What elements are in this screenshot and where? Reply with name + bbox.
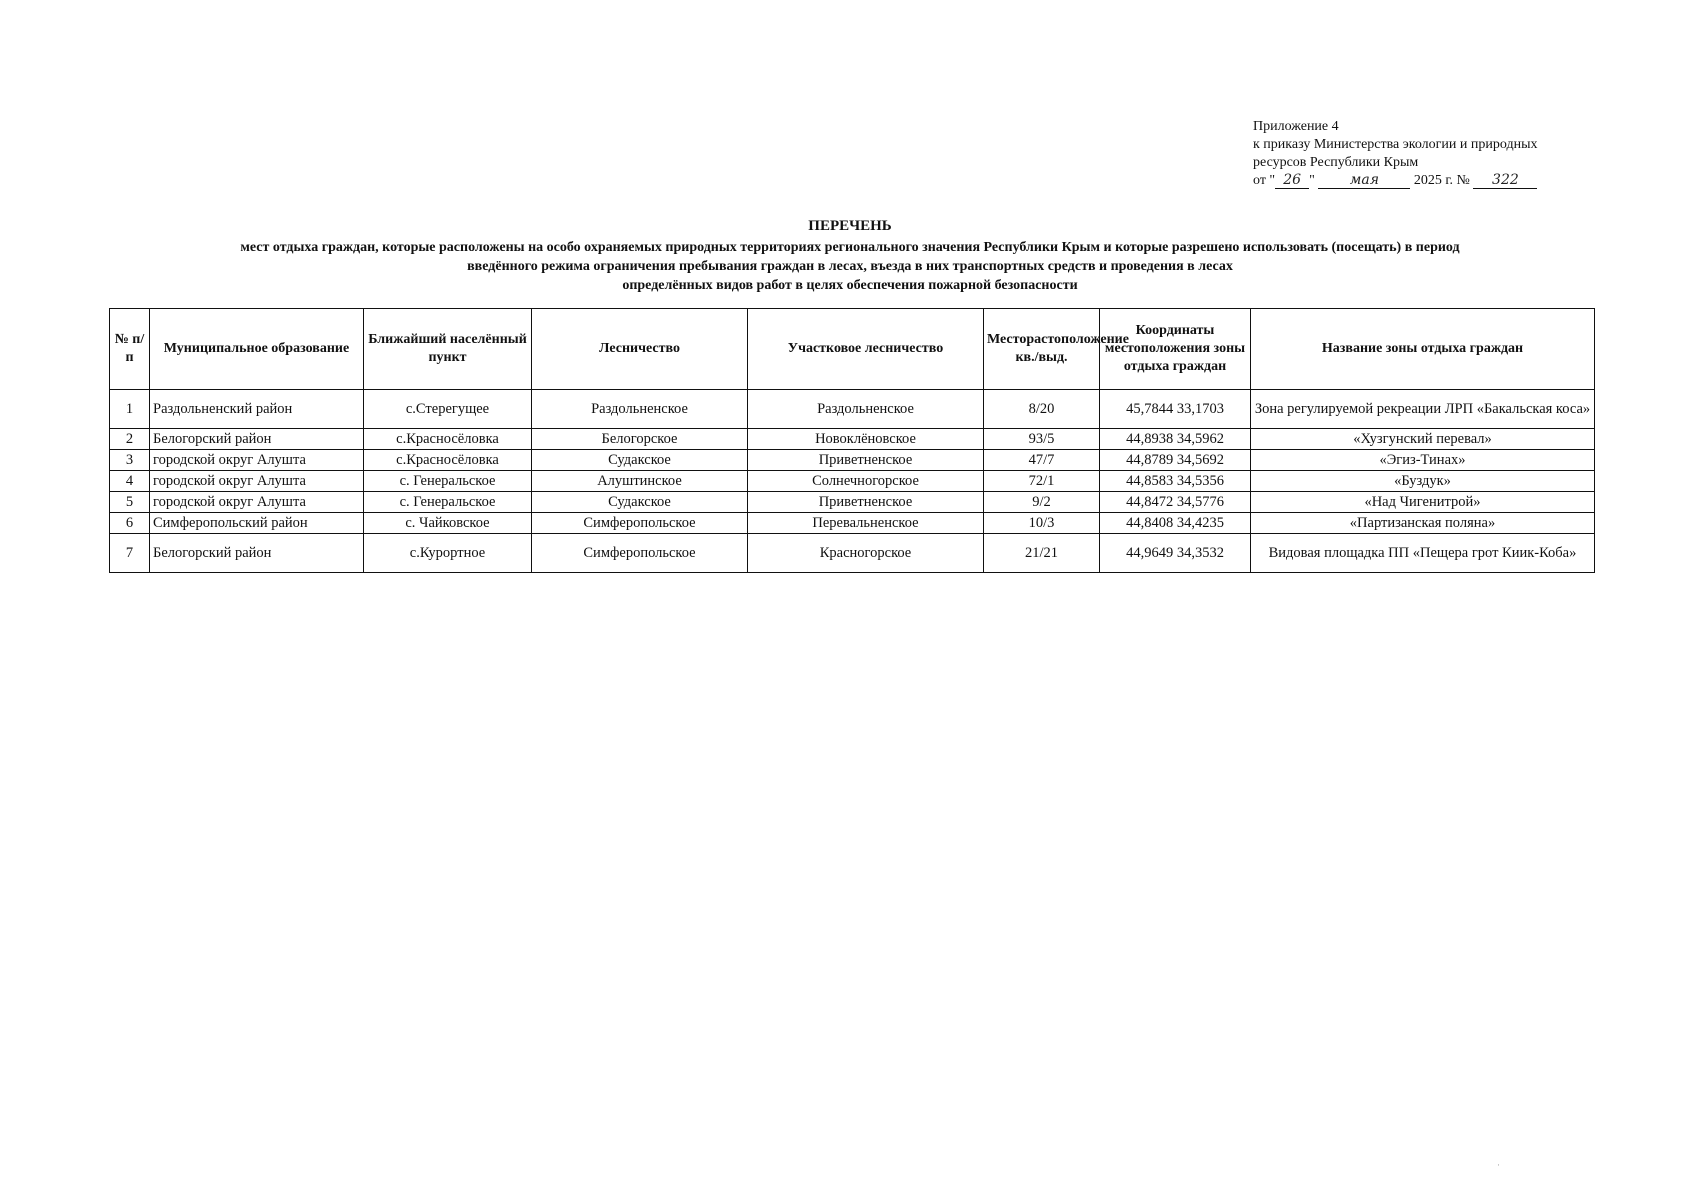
appendix-title: Приложение 4: [1253, 119, 1339, 134]
cell-zone-name: «Партизанская поляна»: [1251, 513, 1595, 534]
table-row: [110, 471, 1595, 492]
cell-district-forestry: Приветненское: [748, 450, 984, 471]
cell-location: 9/2: [984, 492, 1100, 513]
header-municipality: Муниципальное образование: [150, 309, 364, 390]
cell-municipality: Белогорский район: [150, 534, 364, 573]
heading-line-2: введённого режима ограничения пребывания граждан в лесах, въезда в них транспортных средств и проведения в лесах: [467, 259, 1233, 274]
cell-location: 72/1: [984, 471, 1100, 492]
cell-number: 5: [110, 492, 150, 513]
header-forestry: Лесничество: [532, 309, 748, 390]
cell-coordinates: 45,7844 33,1703: [1100, 390, 1251, 429]
header-coordinates: Координаты местоположения зоны отдыха граждан: [1100, 309, 1251, 390]
cell-municipality: городской округ Алушта: [150, 492, 364, 513]
cell-forestry: Раздольненское: [532, 390, 748, 429]
cell-number: 3: [110, 450, 150, 471]
cell-district-forestry: Красногорское: [748, 534, 984, 573]
header-zone-name: Название зоны отдыха граждан: [1251, 309, 1595, 390]
heading-line-3: определённых видов работ в целях обеспечения пожарной безопасности: [622, 278, 1078, 293]
cell-municipality: городской округ Алушта: [150, 450, 364, 471]
cell-coordinates: 44,9649 34,3532: [1100, 534, 1251, 573]
cell-location: 47/7: [984, 450, 1100, 471]
cell-forestry: Судакское: [532, 450, 748, 471]
cell-coordinates: 44,8472 34,5776: [1100, 492, 1251, 513]
cell-settlement: с.Курортное: [364, 534, 532, 573]
order-number: 322: [1473, 172, 1537, 189]
cell-location: 8/20: [984, 390, 1100, 429]
recreation-zones-table: [109, 308, 1595, 573]
cell-district-forestry: Перевальненское: [748, 513, 984, 534]
cell-district-forestry: Приветненское: [748, 492, 984, 513]
cell-district-forestry: Раздольненское: [748, 390, 984, 429]
cell-number: 4: [110, 471, 150, 492]
cell-settlement: с. Чайковское: [364, 513, 532, 534]
cell-coordinates: 44,8583 34,5356: [1100, 471, 1251, 492]
cell-number: 2: [110, 429, 150, 450]
cell-settlement: с.Стерегущее: [364, 390, 532, 429]
cell-number: 6: [110, 513, 150, 534]
cell-settlement: с. Генеральское: [364, 471, 532, 492]
cell-number: 1: [110, 390, 150, 429]
cell-forestry: Симферопольское: [532, 513, 748, 534]
document-title: ПЕРЕЧЕНЬ: [808, 218, 892, 234]
cell-district-forestry: Новоклёновское: [748, 429, 984, 450]
cell-district-forestry: Солнечногорское: [748, 471, 984, 492]
table-row: [110, 513, 1595, 534]
header-district-forestry: Участковое лесничество: [748, 309, 984, 390]
table-row: [110, 492, 1595, 513]
table-row: [110, 429, 1595, 450]
cell-location: 21/21: [984, 534, 1100, 573]
table-row: [110, 450, 1595, 471]
cell-settlement: с.Красносёловка: [364, 429, 532, 450]
appendix-block: [1253, 118, 1673, 190]
appendix-ministry-line: ресурсов Республики Крым: [1253, 155, 1419, 170]
header-settlement: Ближайший населённый пункт: [364, 309, 532, 390]
date-prefix: от ": [1253, 173, 1276, 188]
date-month: мая: [1318, 172, 1410, 189]
cell-zone-name: «Буздук»: [1251, 471, 1595, 492]
table-row: [110, 390, 1595, 429]
cell-number: 7: [110, 534, 150, 573]
date-quote: ": [1309, 173, 1315, 188]
heading-line-1: мест отдыха граждан, которые расположены на особо охраняемых природных территориях регионального значения Республики Крым и которые разрешено использовать (посещать) в период: [240, 240, 1460, 255]
cell-forestry: Судакское: [532, 492, 748, 513]
cell-coordinates: 44,8938 34,5962: [1100, 429, 1251, 450]
cell-forestry: Белогорское: [532, 429, 748, 450]
cell-forestry: Симферопольское: [532, 534, 748, 573]
date-day: 26: [1275, 172, 1309, 189]
cell-municipality: Раздольненский район: [150, 390, 364, 429]
cell-zone-name: «Над Чигенитрой»: [1251, 492, 1595, 513]
appendix-order-line: к приказу Министерства экологии и природных: [1253, 137, 1538, 152]
appendix-date-line: [1253, 172, 1673, 190]
header-location: Месторастоположение кв./выд.: [984, 309, 1100, 390]
date-year: 2025 г. №: [1413, 173, 1470, 188]
cell-location: 10/3: [984, 513, 1100, 534]
cell-municipality: Симферопольский район: [150, 513, 364, 534]
table-header-row: [110, 309, 1595, 390]
cell-coordinates: 44,8408 34,4235: [1100, 513, 1251, 534]
cell-zone-name: Зона регулируемой рекреации ЛРП «Бакальская коса»: [1251, 390, 1595, 429]
document-heading: [110, 217, 1590, 295]
cell-settlement: с. Генеральское: [364, 492, 532, 513]
cell-municipality: городской округ Алушта: [150, 471, 364, 492]
cell-location: 93/5: [984, 429, 1100, 450]
cell-zone-name: «Хузгунский перевал»: [1251, 429, 1595, 450]
cell-municipality: Белогорский район: [150, 429, 364, 450]
table-row: [110, 534, 1595, 573]
cell-settlement: с.Красносёловка: [364, 450, 532, 471]
header-number: № п/п: [110, 309, 150, 390]
cell-zone-name: Видовая площадка ПП «Пещера грот Киик-Коба»: [1251, 534, 1595, 573]
cell-coordinates: 44,8789 34,5692: [1100, 450, 1251, 471]
cell-zone-name: «Эгиз-Тинах»: [1251, 450, 1595, 471]
cell-forestry: Алуштинское: [532, 471, 748, 492]
scan-speck: ·: [1497, 1160, 1500, 1170]
